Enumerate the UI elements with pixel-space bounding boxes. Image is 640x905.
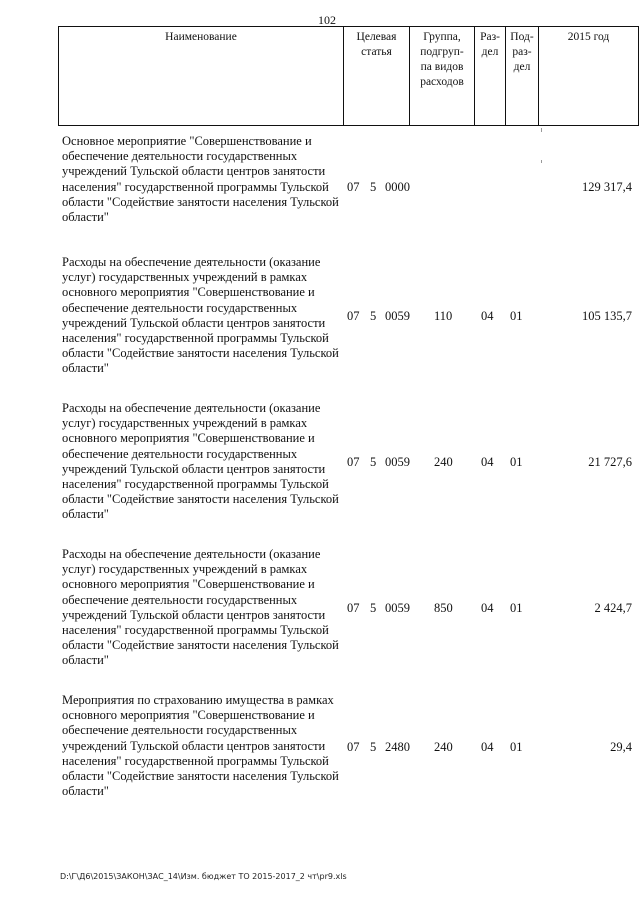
row-program: 07 [347, 601, 360, 615]
row-program: 07 [347, 740, 360, 754]
row-direction: 0059 [385, 455, 410, 469]
row-subprogram: 5 [370, 309, 377, 323]
page-number: 102 [318, 13, 336, 27]
row-direction: 0059 [385, 309, 410, 323]
row-name: Расходы на обеспечение деятельности (оказание услуг) государственных учреждений в рамках основного мероприятия "Совершенствование и обеспечение деятельности государственных учреждений Тульской области центров занятости населения" государственной программы Тульской области "Содействие занятости населения Тульской области" [62, 401, 339, 522]
row-subsection: 01 [510, 455, 523, 469]
header-year: 2015 год [539, 27, 639, 126]
header-name: Наименование [59, 27, 344, 126]
scan-mark [541, 128, 542, 132]
row-amount: 129 317,4 [582, 180, 632, 194]
row-subprogram: 5 [370, 455, 377, 469]
row-group: 110 [434, 309, 453, 323]
row-amount: 2 424,7 [594, 601, 632, 615]
row-program: 07 [347, 309, 360, 323]
row-amount: 29,4 [610, 740, 632, 754]
scan-mark [541, 160, 542, 163]
row-direction: 2480 [385, 740, 410, 754]
row-subprogram: 5 [370, 740, 377, 754]
row-section: 04 [481, 309, 494, 323]
row-program: 07 [347, 455, 360, 469]
header-target-article: Целевая статья [344, 27, 410, 126]
footer-file-path: D:\Г\Д6\2015\ЗАКОН\ЗАС_14\Изм. бюджет ТО 2015-2017_2 чт\pr9.xls [60, 872, 347, 881]
row-subprogram: 5 [370, 601, 377, 615]
table-header [58, 26, 639, 126]
header-subsection: Под- раз- дел [506, 27, 539, 126]
row-program: 07 [347, 180, 360, 194]
row-name: Расходы на обеспечение деятельности (оказание услуг) государственных учреждений в рамках основного мероприятия "Совершенствование и обеспечение деятельности государственных учреждений Тульской области центров занятости населения" государственной программы Тульской области "Содействие занятости населения Тульской области" [62, 547, 339, 668]
row-section: 04 [481, 455, 494, 469]
row-name: Мероприятия по страхованию имущества в рамках основного мероприятия "Совершенствование и обеспечение деятельности государственных учреждений Тульской области центров занятости населения" государственной программы Тульской области "Содействие занятости населения Тульской области" [62, 693, 339, 799]
row-section: 04 [481, 740, 494, 754]
header-group: Группа, подгруп- па видов расходов [410, 27, 475, 126]
row-name: Расходы на обеспечение деятельности (оказание услуг) государственных учреждений в рамках основного мероприятия "Совершенствование и обеспечение деятельности государственных учреждений Тульской области центров занятости населения" государственной программы Тульской области "Содействие занятости населения Тульской области" [62, 255, 339, 376]
row-subsection: 01 [510, 309, 523, 323]
header-section: Раз- дел [475, 27, 506, 126]
row-subsection: 01 [510, 740, 523, 754]
row-group: 240 [434, 455, 453, 469]
row-direction: 0059 [385, 601, 410, 615]
row-group: 850 [434, 601, 453, 615]
row-section: 04 [481, 601, 494, 615]
row-name: Основное мероприятие "Совершенствование и обеспечение деятельности государственных учреждений Тульской области центров занятости населения" государственной программы Тульской области "Содействие занятости населения Тульской области" [62, 134, 339, 225]
row-subprogram: 5 [370, 180, 377, 194]
row-subsection: 01 [510, 601, 523, 615]
row-amount: 105 135,7 [582, 309, 632, 323]
row-direction: 0000 [385, 180, 410, 194]
row-group: 240 [434, 740, 453, 754]
row-amount: 21 727,6 [588, 455, 632, 469]
